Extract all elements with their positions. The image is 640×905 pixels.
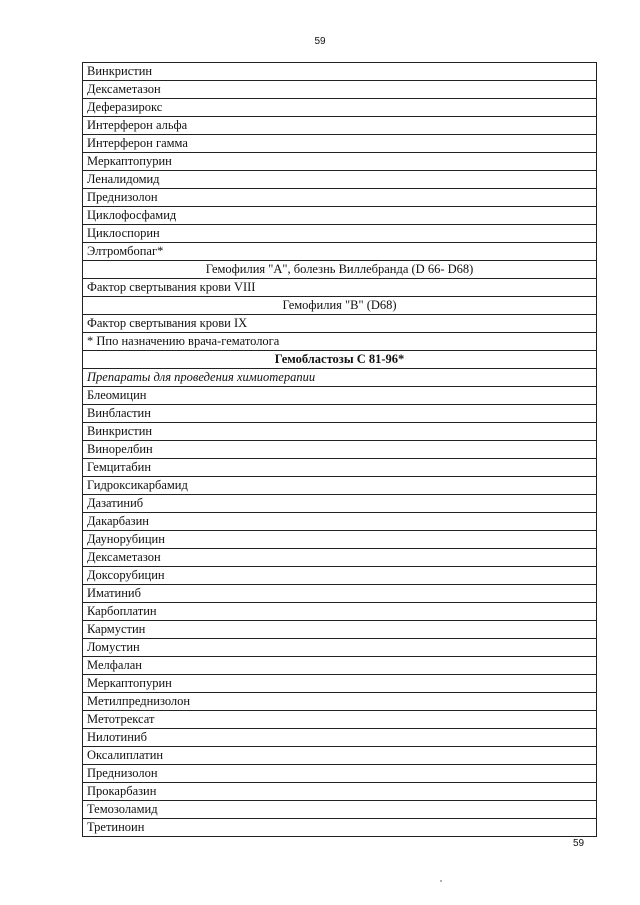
drug-name-cell: Винорелбин [83,441,597,459]
drug-name-cell: Винкристин [83,423,597,441]
table-row [83,135,597,153]
table-row [83,585,597,603]
drug-name-cell: Гемцитабин [83,459,597,477]
table-row [83,783,597,801]
page-number-bottom: 59 [573,838,585,849]
drug-name-cell: Преднизолон [83,765,597,783]
drug-name-cell: Леналидомид [83,171,597,189]
table-row [83,531,597,549]
table-row [83,765,597,783]
subsection-heading: Гемофилия "В" (D68) [83,297,597,315]
table-row [83,477,597,495]
drug-name-cell: Фактор свертывания крови IX [83,315,597,333]
table-row [83,99,597,117]
table-row [83,261,597,279]
table-row [83,315,597,333]
drug-name-cell: Темозоламид [83,801,597,819]
drug-name-cell: Циклофосфамид [83,207,597,225]
drug-list-table [82,62,597,837]
table-row [83,801,597,819]
table-row [83,603,597,621]
drug-name-cell: Мелфалан [83,657,597,675]
table-row [83,675,597,693]
table-row [83,711,597,729]
drug-name-cell: Дексаметазон [83,81,597,99]
table-row [83,405,597,423]
drug-name-cell: Преднизолон [83,189,597,207]
table-row [83,369,597,387]
drug-name-cell: Дексаметазон [83,549,597,567]
drug-name-cell: Препараты для проведения химиотерапии [83,369,597,387]
drug-name-cell: Деферазирокс [83,99,597,117]
scan-speck [440,880,442,882]
drug-name-cell: Прокарбазин [83,783,597,801]
table-row [83,333,597,351]
drug-name-cell: Элтромбопаг* [83,243,597,261]
table-row [83,297,597,315]
drug-name-cell: * Ппо назначению врача-гематолога [83,333,597,351]
drug-name-cell: Винкристин [83,63,597,81]
drug-name-cell: Иматиниб [83,585,597,603]
table-row [83,423,597,441]
table-row [83,621,597,639]
drug-name-cell: Циклоспорин [83,225,597,243]
drug-name-cell: Меркаптопурин [83,675,597,693]
table-row [83,243,597,261]
table-row [83,459,597,477]
drug-name-cell: Третиноин [83,819,597,837]
drug-name-cell: Доксорубицин [83,567,597,585]
table-row [83,207,597,225]
drug-name-cell: Дазатиниб [83,495,597,513]
table-row [83,225,597,243]
table-row [83,495,597,513]
subsection-heading: Гемофилия "А", болезнь Виллебранда (D 66- D68) [83,261,597,279]
section-heading: Гемобластозы С 81-96* [83,351,597,369]
drug-name-cell: Винбластин [83,405,597,423]
drug-name-cell: Дакарбазин [83,513,597,531]
drug-name-cell: Метотрексат [83,711,597,729]
table-row [83,63,597,81]
table-row [83,81,597,99]
table-row [83,171,597,189]
drug-name-cell: Гидроксикарбамид [83,477,597,495]
drug-name-cell: Фактор свертывания крови VIII [83,279,597,297]
drug-name-cell: Карбоплатин [83,603,597,621]
table-row [83,819,597,837]
table-row [83,513,597,531]
drug-name-cell: Интерферон гамма [83,135,597,153]
table-row [83,441,597,459]
drug-name-cell: Кармустин [83,621,597,639]
table-row [83,747,597,765]
drug-name-cell: Нилотиниб [83,729,597,747]
table-row [83,279,597,297]
drug-list-body [83,63,597,837]
table-row [83,693,597,711]
table-row [83,549,597,567]
drug-name-cell: Меркаптопурин [83,153,597,171]
drug-name-cell: Ломустин [83,639,597,657]
table-row [83,657,597,675]
drug-name-cell: Метилпреднизолон [83,693,597,711]
drug-name-cell: Интерферон альфа [83,117,597,135]
table-row [83,729,597,747]
table-row [83,189,597,207]
table-row [83,153,597,171]
table-row [83,351,597,369]
drug-name-cell: Даунорубицин [83,531,597,549]
drug-name-cell: Блеомицин [83,387,597,405]
drug-name-cell: Оксалиплатин [83,747,597,765]
table-row [83,567,597,585]
table-row [83,387,597,405]
table-row [83,639,597,657]
table-row [83,117,597,135]
page-number-top: 59 [314,36,326,47]
